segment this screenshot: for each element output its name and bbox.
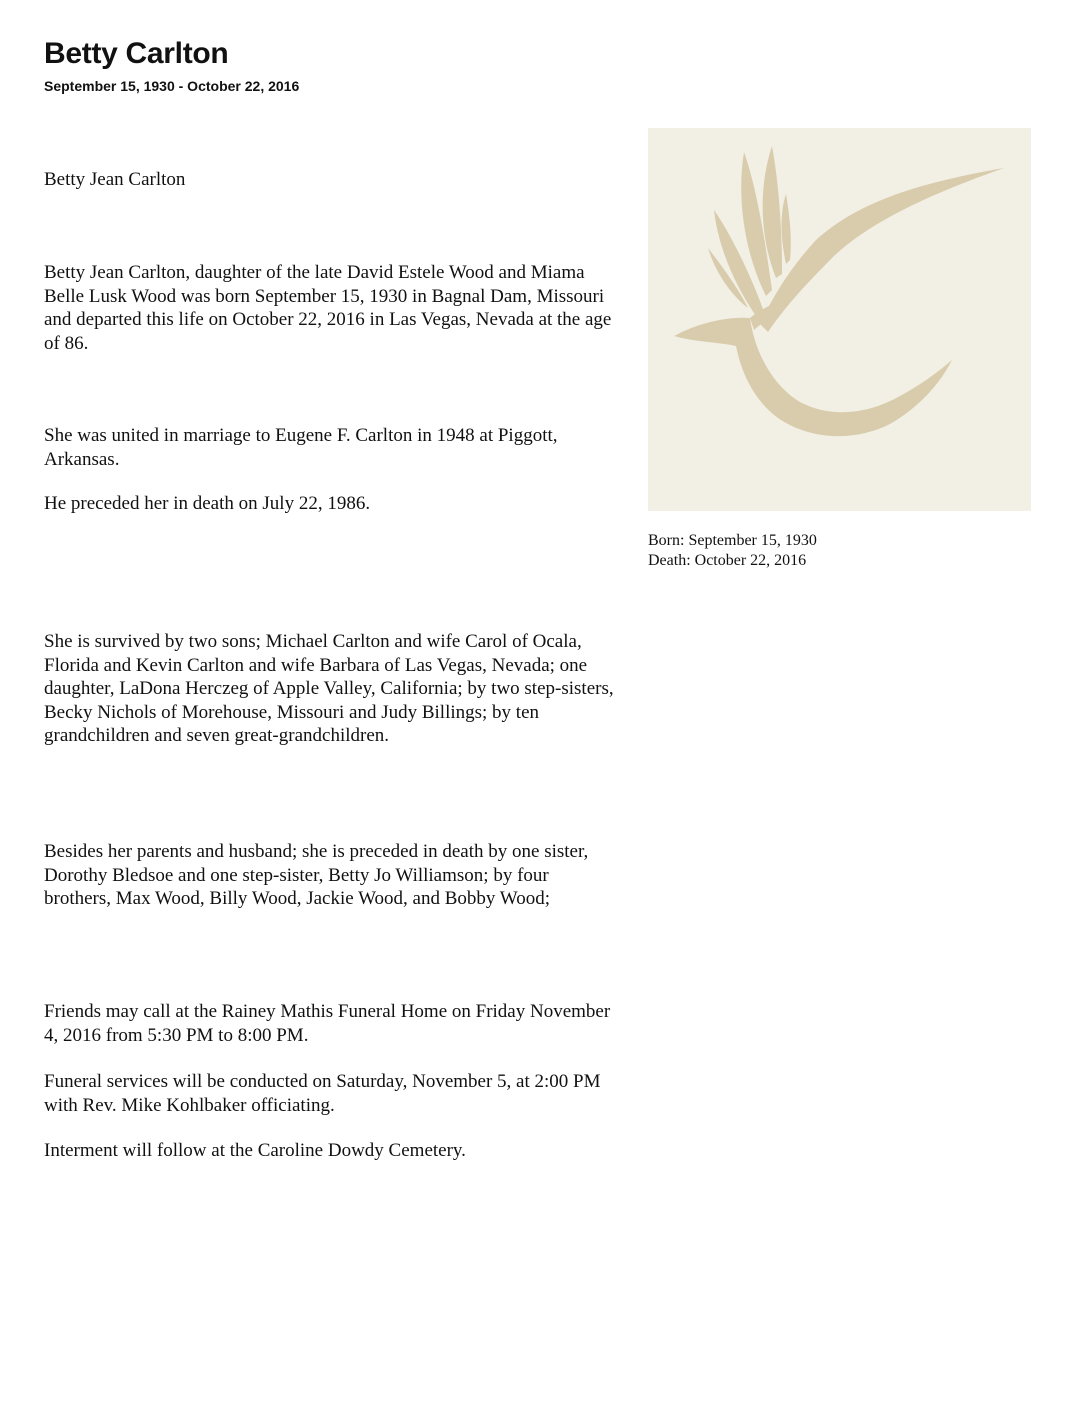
life-dates: [648, 531, 817, 571]
death-date: Death: October 22, 2016: [648, 552, 807, 569]
obituary-paragraph-survivors: She is survived by two sons; Michael Carlton and wife Carol of Ocala, Florida and Kevin Carlton and wife Barbara of Las Vegas, Nevada; one daughter, LaDona Herczeg of Apple Valley, California; by two step-sisters, Becky Nichols of Morehouse, Missouri and Judy Billings; by ten grandchildren and seven great-grandchildren.: [44, 631, 614, 746]
obituary-paragraph-preceded: Besides her parents and husband; she is preceded in death by one sister, Dorothy Bledsoe and one step-sister, Betty Jo Williamson; by four brothers, Max Wood, Billy Wood, Jackie Wood, and Bobby Wood;: [44, 841, 589, 909]
born-date: Born: September 15, 1930: [648, 532, 817, 549]
obituary-paragraph-visitation: Friends may call at the Rainey Mathis Funeral Home on Friday November 4, 2016 from 5:30 PM to 8:00 PM.: [44, 1001, 611, 1046]
page-dates: September 15, 1930 - October 22, 2016: [44, 78, 300, 94]
obituary-paragraph-birth: Betty Jean Carlton, daughter of the late David Estele Wood and Miama Belle Lusk Wood was born September 15, 1930 in Bagnal Dam, Missouri and departed this life on October 22, 2016 in Las Vegas, Nevada at the age of 86.: [44, 262, 612, 354]
obituary-paragraph-interment: Interment will follow at the Caroline Dowdy Cemetery.: [44, 1140, 466, 1161]
obituary-paragraph-marriage: She was united in marriage to Eugene F. Carlton in 1948 at Piggott, Arkansas.: [44, 425, 558, 470]
page-title: Betty Carlton: [44, 37, 229, 70]
obituary-paragraph-services: Funeral services will be conducted on Saturday, November 5, at 2:00 PM with Rev. Mike Kohlbaker officiating.: [44, 1071, 601, 1116]
dove-image: [648, 128, 1031, 511]
obituary-paragraph-husband-death: He preceded her in death on July 22, 1986.: [44, 493, 371, 514]
obituary-heading-name: Betty Jean Carlton: [44, 169, 186, 190]
dove-icon: [648, 128, 1031, 511]
